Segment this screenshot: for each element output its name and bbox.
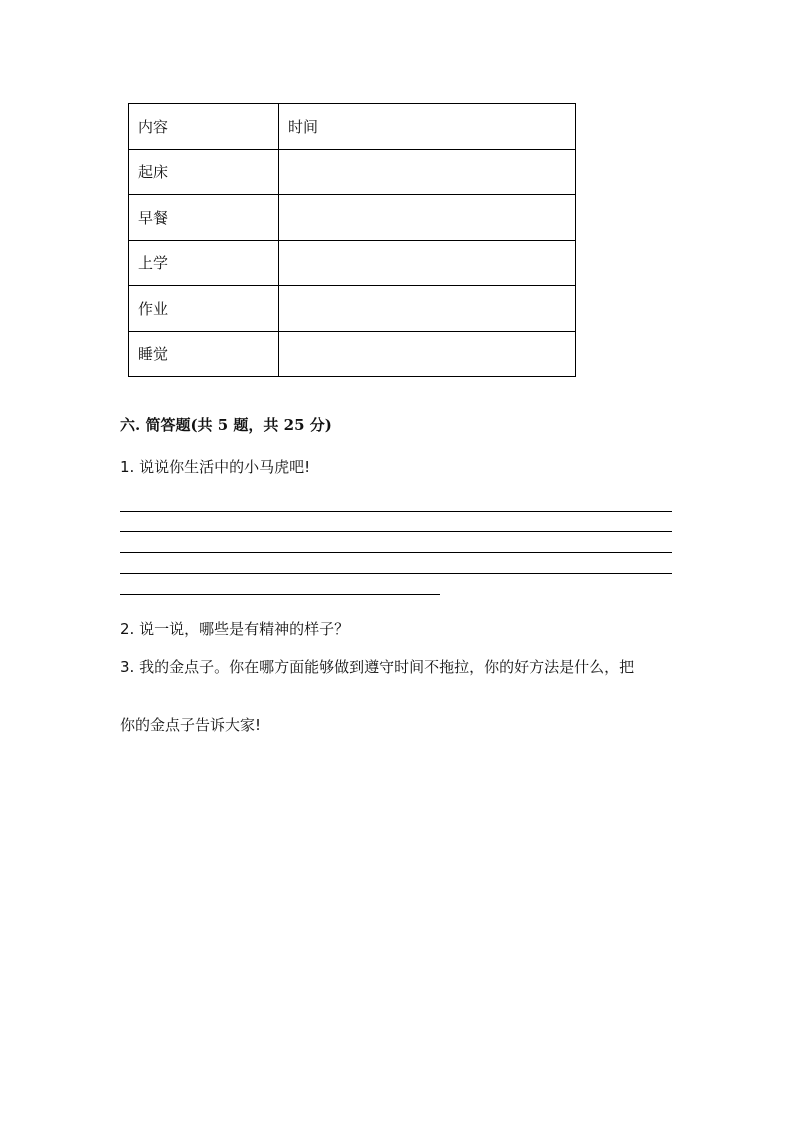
question-3-line-2: 你的金点子告诉大家! — [120, 716, 262, 734]
answer-line[interactable] — [120, 511, 672, 512]
table-cell-activity: 睡觉 — [129, 331, 279, 377]
answer-line[interactable] — [120, 552, 672, 553]
table-row — [129, 149, 576, 195]
table-row — [129, 195, 576, 241]
table-cell-activity: 作业 — [129, 286, 279, 332]
answer-line[interactable] — [120, 594, 440, 595]
table-cell-time[interactable] — [279, 331, 576, 377]
question-1: 1. 说说你生活中的小马虎吧! — [120, 458, 311, 476]
table-cell-activity: 起床 — [129, 149, 279, 195]
question-2: 2. 说一说，哪些是有精神的样子？ — [120, 620, 350, 638]
table-row — [129, 331, 576, 377]
table-row — [129, 286, 576, 332]
table-header-cell: 时间 — [279, 104, 576, 150]
table-header-row — [129, 104, 576, 150]
table-cell-time[interactable] — [279, 286, 576, 332]
table-row — [129, 240, 576, 286]
table-cell-time[interactable] — [279, 195, 576, 241]
question-3-line-1: 3. 我的金点子。你在哪方面能够做到遵守时间不拖拉，你的好方法是什么，把 — [120, 658, 635, 676]
table-cell-time[interactable] — [279, 149, 576, 195]
table-cell-activity: 早餐 — [129, 195, 279, 241]
table-header-cell: 内容 — [129, 104, 279, 150]
answer-line[interactable] — [120, 573, 672, 574]
table-cell-time[interactable] — [279, 240, 576, 286]
answer-line[interactable] — [120, 531, 672, 532]
section-title: 六. 简答题(共 5 题，共 25 分) — [120, 416, 332, 434]
schedule-table — [128, 103, 576, 377]
table-cell-activity: 上学 — [129, 240, 279, 286]
